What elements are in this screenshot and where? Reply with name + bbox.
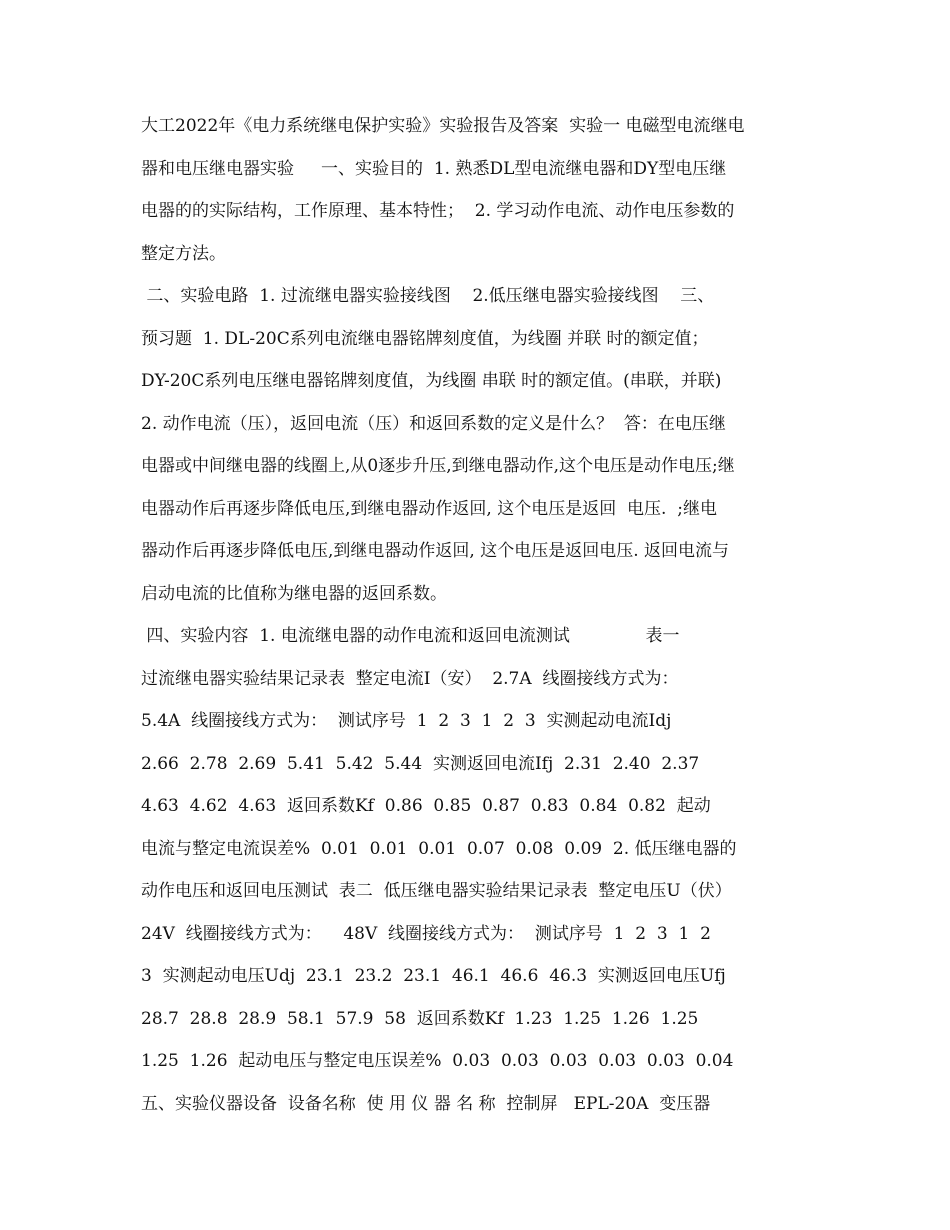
text-line: 电器的的实际结构，工作原理、基本特性； 2. 学习动作电流、动作电压参数的 bbox=[141, 201, 735, 221]
text-line: 2. 动作电流（压），返回电流（压）和返回系数的定义是什么？ 答：在电压继 bbox=[141, 413, 726, 434]
text-line: 电器动作后再逐步降低电压,到继电器动作返回, 这个电压是返回 电压. ;继电 bbox=[141, 498, 717, 519]
text-line: 大工2022年《电力系统继电保护实验》实验报告及答案 实验一 电磁型电流继电 bbox=[141, 116, 745, 136]
text-line: 四、实验内容 1. 电流继电器的动作电流和返回电流测试 表一 bbox=[141, 626, 680, 646]
text-line: 动作电压和返回电压测试 表二 低压继电器实验结果记录表 整定电压U（伏） bbox=[141, 881, 732, 901]
text-line: 5.4A 线圈接线方式为： 测试序号 1 2 3 1 2 3 实测起动电流Idj bbox=[141, 711, 672, 731]
text-line: 电器或中间继电器的线圈上,从0逐步升压,到继电器动作,这个电压是动作电压;继 bbox=[141, 456, 735, 476]
text-line: 预习题 1. DL-20C系列电流继电器铭牌刻度值，为线圈 并联 时的额定值； bbox=[141, 328, 709, 349]
text-line: DY-20C系列电压继电器铭牌刻度值，为线圈 串联 时的额定值。(串联，并联) bbox=[141, 371, 722, 391]
text-line: 启动电流的比值称为继电器的返回系数。 bbox=[141, 583, 447, 604]
text-line: 3 实测起动电压Udj 23.1 23.2 23.1 46.1 46.6 46.3 实测返回电压Ufj bbox=[141, 966, 726, 986]
text-line: 二、实验电路 1. 过流继电器实验接线图 2.低压继电器实验接线图 三、 bbox=[141, 286, 715, 306]
text-line: 电流与整定电流误差% 0.01 0.01 0.01 0.07 0.08 0.09 2. 低压继电器的 bbox=[141, 838, 737, 859]
text-line: 五、实验仪器设备 设备名称 使 用 仪 器 名 称 控制屏 EPL-20A 变压器 bbox=[141, 1093, 711, 1114]
document-body bbox=[141, 105, 811, 1125]
text-line: 24V 线圈接线方式为： 48V 线圈接线方式为： 测试序号 1 2 3 1 2 bbox=[141, 923, 711, 944]
text-line: 过流继电器实验结果记录表 整定电流I（安） 2.7A 线圈接线方式为： bbox=[141, 668, 679, 689]
text-line: 整定方法。 bbox=[141, 243, 226, 264]
text-line: 器和电压继电器实验 一、实验目的 1. 熟悉DL型电流继电器和DY型电压继 bbox=[141, 158, 727, 179]
text-line: 2.66 2.78 2.69 5.41 5.42 5.44 实测返回电流Ifj 2.31 2.40 2.37 bbox=[141, 753, 700, 774]
text-line: 器动作后再逐步降低电压,到继电器动作返回, 这个电压是返回电压. 返回电流与 bbox=[141, 541, 730, 561]
text-line: 1.25 1.26 起动电压与整定电压误差% 0.03 0.03 0.03 0.03 0.03 0.04 bbox=[141, 1051, 734, 1071]
text-line: 28.7 28.8 28.9 58.1 57.9 58 返回系数Kf 1.23 1.25 1.26 1.25 bbox=[141, 1008, 699, 1029]
text-line: 4.63 4.62 4.63 返回系数Kf 0.86 0.85 0.87 0.83 0.84 0.82 起动 bbox=[141, 796, 711, 816]
